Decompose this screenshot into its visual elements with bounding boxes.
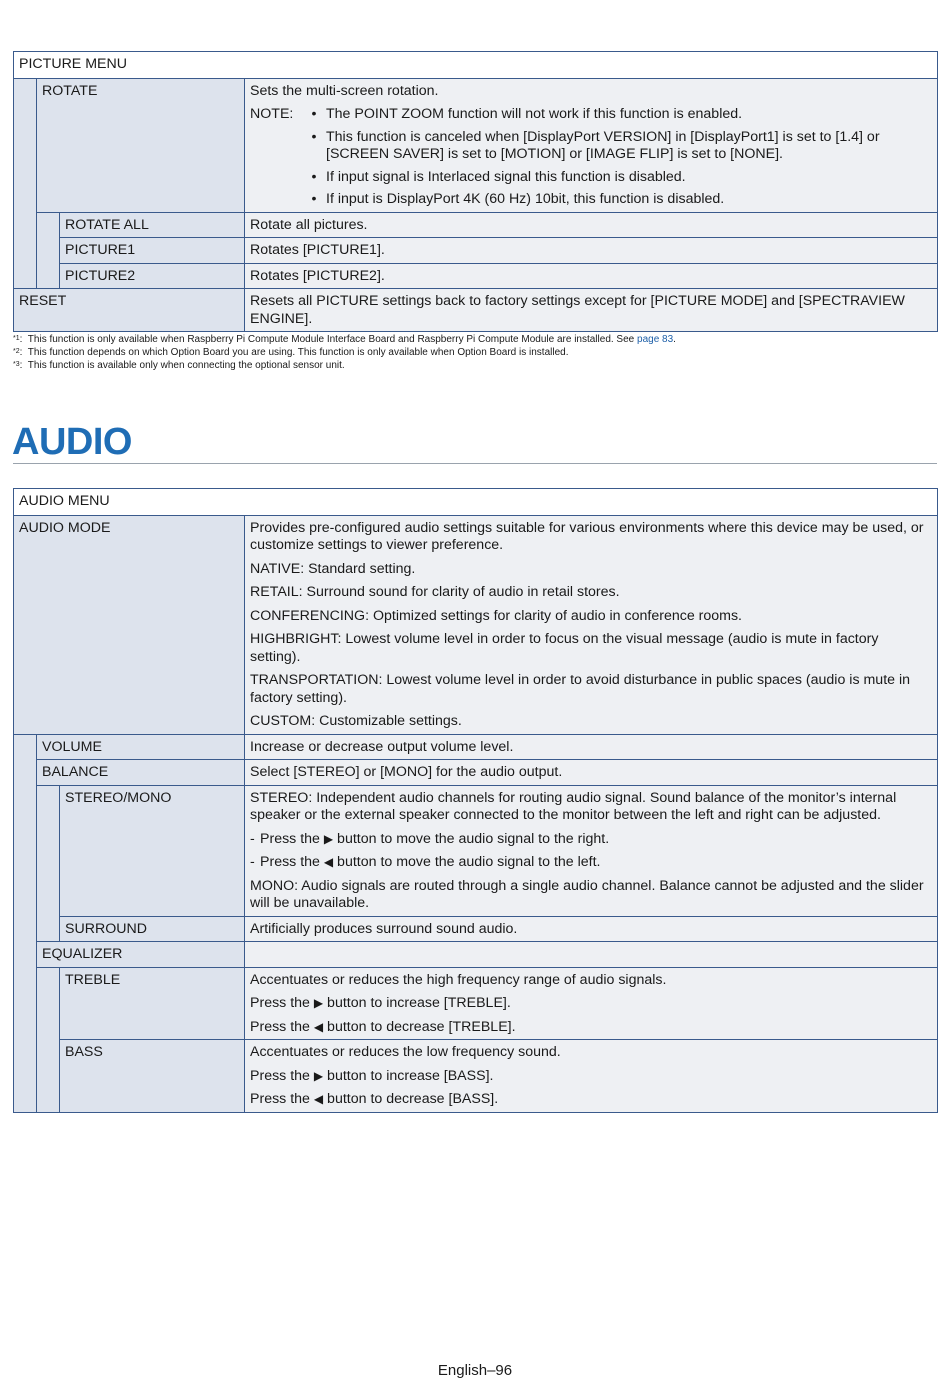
audio-mode-line: TRANSPORTATION: Lowest volume level in order to avoid disturbance in public spaces (audio is mute in factory setting). — [250, 672, 911, 706]
footnote-sep: : — [19, 360, 23, 371]
right-arrow-icon: ▶ — [313, 996, 324, 1010]
row-name-picture1: PICTURE1 — [60, 238, 245, 264]
bass-desc: Accentuates or reduces the low frequency sound. — [250, 1044, 561, 1060]
row-desc-picture2: Rotates [PICTURE2]. — [245, 263, 938, 289]
press-text: Press the — [250, 1091, 314, 1107]
picture-menu-table — [13, 51, 938, 332]
row-desc-rotate-all: Rotate all pictures. — [245, 212, 938, 238]
note-item: This function is canceled when [DisplayPort VERSION] in [DisplayPort1] is set to [1.4] or [SCREEN SAVER] is set to [MOTION] or [IMAGE FLIP] is set to [NONE]. — [326, 128, 880, 162]
audio-menu-header: AUDIO MENU — [14, 489, 938, 516]
press-text: Press the — [250, 995, 314, 1011]
row-name-rotate: ROTATE — [37, 78, 245, 212]
left-arrow-icon: ◀ — [323, 855, 334, 869]
rotate-desc: Sets the multi-screen rotation. — [250, 82, 439, 99]
row-desc-stereo-mono — [245, 785, 938, 916]
audio-mode-line: CONFERENCING: Optimized settings for clarity of audio in conference rooms. — [250, 607, 743, 624]
dash: - — [250, 830, 255, 847]
right-arrow-icon: ▶ — [323, 831, 334, 846]
footnote-end: . — [673, 334, 676, 345]
press-text: Press the — [250, 1067, 314, 1084]
press-text: Press the — [260, 830, 324, 847]
row-name-bass: BASS — [60, 1040, 245, 1113]
footnote-mark: *2 — [13, 348, 20, 355]
dash: - — [250, 854, 255, 870]
page-link[interactable]: page 83 — [637, 334, 674, 345]
bullet: • — [311, 168, 317, 185]
bullet: • — [311, 106, 317, 122]
footnote — [13, 346, 676, 359]
bullet: • — [311, 191, 317, 207]
title-divider — [13, 463, 937, 464]
audio-mode-line: RETAIL: Surround sound for clarity of audio in retail stores. — [250, 584, 620, 600]
row-name-rotate-all: ROTATE ALL — [60, 212, 245, 238]
footnote-sep: : — [19, 347, 23, 358]
footnote-text: This function depends on which Option Board you are using. This function is only available when Option Board is installed. — [27, 347, 569, 358]
press-text: button to decrease [BASS]. — [323, 1091, 499, 1107]
note-item: If input is DisplayPort 4K (60 Hz) 10bit, this function is disabled. — [326, 191, 725, 207]
footnote-mark: *1 — [13, 335, 20, 342]
row-name-reset: RESET — [14, 289, 245, 332]
audio-mode-line: HIGHBRIGHT: Lowest volume level in order to focus on the visual message (audio is mute in factory setting). — [250, 631, 879, 665]
audio-mode-line: CUSTOM: Customizable settings. — [250, 713, 462, 729]
row-name-balance: BALANCE — [37, 760, 245, 786]
press-text: button to decrease [TREBLE]. — [323, 1018, 516, 1035]
footnote-text: This function is only available when Raspberry Pi Compute Module Interface Board and Raspberry Pi Compute Module are installed. See — [27, 334, 638, 345]
right-arrow-icon: ▶ — [313, 1068, 324, 1083]
note-item: If input signal is Interlaced signal this function is disabled. — [326, 168, 686, 185]
row-name-picture2: PICTURE2 — [60, 263, 245, 289]
page-number: English–96 — [437, 1362, 513, 1379]
row-desc-reset: Resets all PICTURE settings back to factory settings except for [PICTURE MODE] and [SPECTRAVIEW ENGINE]. — [245, 289, 938, 332]
row-name-equalizer: EQUALIZER — [37, 942, 245, 968]
mono-desc: MONO: Audio signals are routed through a single audio channel. Balance cannot be adjusted and the slider will be unavailable. — [250, 877, 924, 911]
section-title: AUDIO — [12, 421, 132, 463]
footnote-sep: : — [19, 334, 23, 345]
audio-mode-line: Provides pre-configured audio settings suitable for various environments where this device may be used, or customize settings to viewer preference. — [250, 519, 924, 553]
press-right-line — [260, 831, 609, 849]
bass-increase-line — [250, 1068, 932, 1086]
audio-mode-line: NATIVE: Standard setting. — [250, 560, 416, 577]
treble-decrease-line — [250, 1019, 932, 1037]
row-desc-volume: Increase or decrease output volume level. — [245, 734, 938, 760]
bullet: • — [311, 128, 317, 145]
bass-decrease-line — [250, 1091, 932, 1109]
picture-menu-header: PICTURE MENU — [14, 52, 938, 79]
footnotes — [13, 333, 676, 372]
left-arrow-icon: ◀ — [313, 1019, 324, 1034]
row-desc-picture1: Rotates [PICTURE1]. — [245, 238, 938, 264]
row-desc-treble — [245, 967, 938, 1040]
row-desc-bass — [245, 1040, 938, 1113]
note-label: NOTE: — [250, 106, 294, 122]
row-name-stereo-mono: STEREO/MONO — [60, 785, 245, 916]
indent-spacer — [37, 212, 60, 289]
indent-spacer — [14, 734, 37, 1112]
indent-spacer — [14, 78, 37, 289]
treble-desc: Accentuates or reduces the high frequency range of audio signals. — [250, 971, 667, 988]
footnote-text: This function is available only when connecting the optional sensor unit. — [27, 360, 345, 371]
footnote-mark: *3 — [13, 361, 20, 368]
audio-menu-table — [13, 488, 938, 1113]
row-desc-balance: Select [STEREO] or [MONO] for the audio output. — [245, 760, 938, 786]
press-text: Press the — [250, 1018, 314, 1035]
footnote — [13, 359, 676, 372]
footnote — [13, 333, 676, 346]
row-name-surround: SURROUND — [60, 916, 245, 942]
row-name-volume: VOLUME — [37, 734, 245, 760]
row-desc-audio-mode — [245, 515, 938, 734]
left-arrow-icon: ◀ — [313, 1092, 324, 1106]
press-text: Press the — [260, 854, 324, 870]
row-desc-equalizer — [245, 942, 938, 968]
press-text: button to increase [BASS]. — [323, 1067, 494, 1084]
row-name-treble: TREBLE — [60, 967, 245, 1040]
note-item: The POINT ZOOM function will not work if this function is enabled. — [326, 106, 743, 122]
press-left-line — [260, 854, 600, 872]
treble-increase-line — [250, 995, 932, 1013]
indent-spacer — [37, 967, 60, 1112]
stereo-intro: STEREO: Independent audio channels for routing audio signal. Sound balance of the monitor’s internal speaker or the external speaker connected to the monitor between the left and right can be adjusted. — [250, 789, 897, 823]
row-desc-surround: Artificially produces surround sound audio. — [245, 916, 938, 942]
press-text: button to move the audio signal to the left. — [333, 854, 601, 870]
indent-spacer — [37, 785, 60, 942]
row-desc-rotate — [245, 78, 938, 212]
press-text: button to increase [TREBLE]. — [323, 995, 511, 1011]
row-name-audio-mode: AUDIO MODE — [14, 515, 245, 734]
press-text: button to move the audio signal to the right. — [333, 830, 610, 847]
